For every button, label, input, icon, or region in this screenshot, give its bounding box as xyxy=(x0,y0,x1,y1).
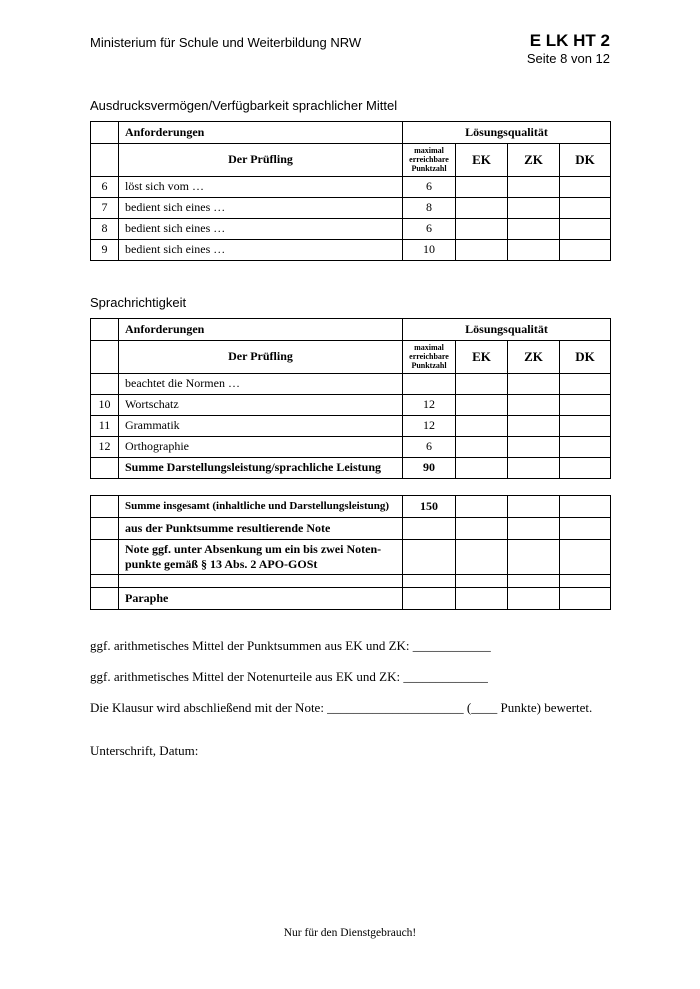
num-column-header xyxy=(91,340,119,373)
max-points-cell: 6 xyxy=(403,176,456,197)
ek-score-cell xyxy=(456,373,508,394)
ek-score-cell xyxy=(456,197,508,218)
requirement-text: beachtet die Normen … xyxy=(119,373,403,394)
dk-score-cell xyxy=(560,394,611,415)
num-column-header xyxy=(91,318,119,340)
zk-score-cell xyxy=(508,587,560,609)
table-row xyxy=(91,239,611,260)
row-number xyxy=(91,539,119,574)
zk-column-header: ZK xyxy=(508,143,560,176)
final-grade-line: Die Klausur wird abschließend mit der Note: _____________________ (____ Punkte) bewertet. xyxy=(90,699,593,715)
ek-column-header: EK xyxy=(456,340,508,373)
row-number: 9 xyxy=(91,239,119,260)
row-number xyxy=(91,457,119,478)
ek-score-cell xyxy=(456,539,508,574)
table-row-sum xyxy=(91,457,611,478)
ek-score-cell xyxy=(456,394,508,415)
max-points-cell: 6 xyxy=(403,436,456,457)
requirement-text: bedient sich eines … xyxy=(119,218,403,239)
dk-score-cell xyxy=(560,517,611,539)
footer-note: Nur für den Dienstgebrauch! xyxy=(283,927,417,939)
max-points-header: maximal erreichbare Punktzahl xyxy=(403,340,456,373)
ministry-title: Ministerium für Schule und Weiterbildung NRW xyxy=(90,35,362,50)
row-number: 7 xyxy=(91,197,119,218)
pruefling-header: Der Prüfling xyxy=(119,340,403,373)
requirement-text: Grammatik xyxy=(119,415,403,436)
paraphe-label: Paraphe xyxy=(119,587,403,609)
summary-row-grade-reduction xyxy=(91,539,611,574)
header-right-block xyxy=(527,30,610,68)
table-row xyxy=(91,436,611,457)
arith-mean-grades-line: ggf. arithmetisches Mittel der Notenurteile aus EK und ZK: _____________ xyxy=(90,668,488,684)
ek-score-cell xyxy=(456,517,508,539)
row-number xyxy=(91,373,119,394)
max-points-cell xyxy=(403,517,456,539)
max-points-header: maximal erreichbare Punktzahl xyxy=(403,143,456,176)
ek-score-cell xyxy=(456,239,508,260)
table-row xyxy=(91,394,611,415)
zk-score-cell xyxy=(508,373,560,394)
grade-reduction-label: Note ggf. unter Absenkung um ein bis zwei Notenpunkte gemäß § 13 Abs. 2 APO-GOSt xyxy=(119,539,403,574)
row-number: 6 xyxy=(91,176,119,197)
max-points-cell: 10 xyxy=(403,239,456,260)
loesungsqualitaet-header: Lösungsqualität xyxy=(403,318,611,340)
dk-score-cell xyxy=(560,239,611,260)
total-sum-label: Summe insgesamt (inhaltliche und Darstellungsleistung) xyxy=(119,495,403,517)
ek-score-cell xyxy=(456,436,508,457)
dk-score-cell xyxy=(560,415,611,436)
max-points-cell: 6 xyxy=(403,218,456,239)
row-number xyxy=(91,495,119,517)
ek-score-cell xyxy=(456,415,508,436)
dk-score-cell xyxy=(560,218,611,239)
requirement-text: Orthographie xyxy=(119,436,403,457)
dk-column-header: DK xyxy=(560,340,611,373)
table-row xyxy=(91,197,611,218)
zk-score-cell xyxy=(508,457,560,478)
dk-score-cell xyxy=(560,457,611,478)
table-row xyxy=(91,218,611,239)
table-row xyxy=(91,415,611,436)
summary-row-grade xyxy=(91,517,611,539)
row-number: 8 xyxy=(91,218,119,239)
ek-column-header: EK xyxy=(456,143,508,176)
arith-mean-points-line: ggf. arithmetisches Mittel der Punktsummen aus EK und ZK: ____________ xyxy=(90,637,491,653)
total-max-points-cell: 150 xyxy=(403,495,456,517)
table-header-row-1 xyxy=(91,318,611,340)
summary-row-total xyxy=(91,495,611,517)
row-number: 12 xyxy=(91,436,119,457)
ek-score-cell xyxy=(456,176,508,197)
zk-score-cell xyxy=(508,218,560,239)
ek-score-cell xyxy=(456,587,508,609)
max-points-cell: 12 xyxy=(403,415,456,436)
zk-score-cell xyxy=(508,495,560,517)
table-header-row-1 xyxy=(91,121,611,143)
requirement-text: bedient sich eines … xyxy=(119,197,403,218)
max-points-cell xyxy=(403,587,456,609)
row-number: 10 xyxy=(91,394,119,415)
dk-score-cell xyxy=(560,197,611,218)
sum-max-points-cell: 90 xyxy=(403,457,456,478)
section-title-sprachrichtigkeit: Sprachrichtigkeit xyxy=(90,294,187,310)
sprachrichtigkeit-table xyxy=(90,318,611,479)
dk-score-cell xyxy=(560,574,611,587)
dk-column-header: DK xyxy=(560,143,611,176)
page-header xyxy=(90,30,610,68)
dk-score-cell xyxy=(560,436,611,457)
num-column-header xyxy=(91,143,119,176)
ek-score-cell xyxy=(456,457,508,478)
zk-score-cell xyxy=(508,394,560,415)
dk-score-cell xyxy=(560,373,611,394)
zk-column-header: ZK xyxy=(508,340,560,373)
empty-cell xyxy=(119,574,403,587)
loesungsqualitaet-header: Lösungsqualität xyxy=(403,121,611,143)
row-number xyxy=(91,587,119,609)
table-row xyxy=(91,373,611,394)
max-points-cell xyxy=(403,373,456,394)
row-number: 11 xyxy=(91,415,119,436)
exam-code: E LK HT 2 xyxy=(529,31,610,50)
sum-label: Summe Darstellungsleistung/sprachliche Leistung xyxy=(119,457,403,478)
summary-row-empty xyxy=(91,574,611,587)
table-header-row-2 xyxy=(91,143,611,176)
requirement-text: löst sich vom … xyxy=(119,176,403,197)
dk-score-cell xyxy=(560,587,611,609)
max-points-cell: 12 xyxy=(403,394,456,415)
max-points-cell xyxy=(403,539,456,574)
summary-row-paraphe xyxy=(91,587,611,609)
ausdrucksvermoegen-table xyxy=(90,121,611,261)
num-column-header xyxy=(91,121,119,143)
zk-score-cell xyxy=(508,176,560,197)
dk-score-cell xyxy=(560,539,611,574)
zk-score-cell xyxy=(508,539,560,574)
page-number: Seite 8 von 12 xyxy=(526,51,610,67)
ek-score-cell xyxy=(456,495,508,517)
row-number xyxy=(91,574,119,587)
table-header-row-2 xyxy=(91,340,611,373)
anforderungen-header: Anforderungen xyxy=(119,318,403,340)
ek-score-cell xyxy=(456,574,508,587)
zk-score-cell xyxy=(508,197,560,218)
requirement-text: Wortschatz xyxy=(119,394,403,415)
resulting-grade-label: aus der Punktsumme resultierende Note xyxy=(119,517,403,539)
zk-score-cell xyxy=(508,517,560,539)
signature-date-label: Unterschrift, Datum: xyxy=(90,742,199,758)
zk-score-cell xyxy=(508,436,560,457)
table-row xyxy=(91,176,611,197)
zk-score-cell xyxy=(508,239,560,260)
max-points-cell: 8 xyxy=(403,197,456,218)
summary-table xyxy=(90,495,611,610)
anforderungen-header: Anforderungen xyxy=(119,121,403,143)
row-number xyxy=(91,517,119,539)
zk-score-cell xyxy=(508,415,560,436)
requirement-text: bedient sich eines … xyxy=(119,239,403,260)
max-points-cell xyxy=(403,574,456,587)
pruefling-header: Der Prüfling xyxy=(119,143,403,176)
dk-score-cell xyxy=(560,495,611,517)
section-title-ausdrucksvermoegen: Ausdrucksvermögen/Verfügbarkeit sprachlicher Mittel xyxy=(90,97,398,113)
zk-score-cell xyxy=(508,574,560,587)
ek-score-cell xyxy=(456,218,508,239)
dk-score-cell xyxy=(560,176,611,197)
